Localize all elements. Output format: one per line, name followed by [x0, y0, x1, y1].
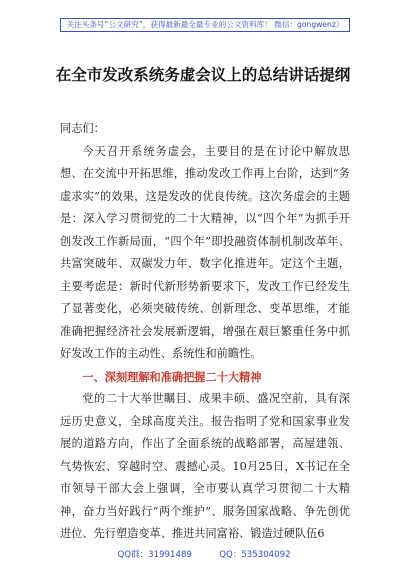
- section-heading: 一、深刻理解和准确把握二十大精神: [82, 369, 262, 384]
- intro-paragraph: 今天召开系统务虚会，主要目的是在讨论中解放思想、在交流中开拓思维，推动发改工作再上台阶，达到“务虚求实”的效果，这是发改的优良传统。这次务虚会的主题是：深入学习贯彻党的二十大精神，以“四个年”为抓手开创发改工作新局面，“四个年”即投融资体制机制改革年、共富突破年、双碳发力年、数字化推进年。定这个主题，主要考虑是：新时代新形势新要求下，发改工作已经发生了显著变化，必须突破传统、创新理念、变革思维，才能准确把握经济社会发展新逻辑，增强在艰巨繁重任务中抓好发改工作的主动性、系统性和前瞻性。: [60, 144, 350, 360]
- footer-contact: QQ群：31991489 QQ：535304092: [117, 550, 291, 560]
- section-paragraph: 党的二十大举世瞩目、成果丰硕、盛况空前，具有深远历史意义，全球高度关注。报告指明了党和国家事业发展的道路方向，作出了全面系统的战略部署，高屋建瓴、气势恢宏、穿越时空、震撼心灵。10月25日，X书记在全市领导干部大会上强调，全市要认真学习贯彻二十大精神，奋力当好践行“两个维护”、服务国家战略、争先创优进位、先行塑造变革、推进共同富裕、锻造过硬队伍6: [60, 392, 350, 540]
- header-banner: 关注头条号“公文研究”，获得最新最全最专业的公文资料库！ 微信：gongwenz）: [60, 18, 350, 32]
- document-body: [60, 118, 350, 546]
- document-title: 在全市发改系统务虚会议上的总结讲话提纲: [55, 65, 351, 84]
- salutation: 同志们：: [60, 122, 105, 135]
